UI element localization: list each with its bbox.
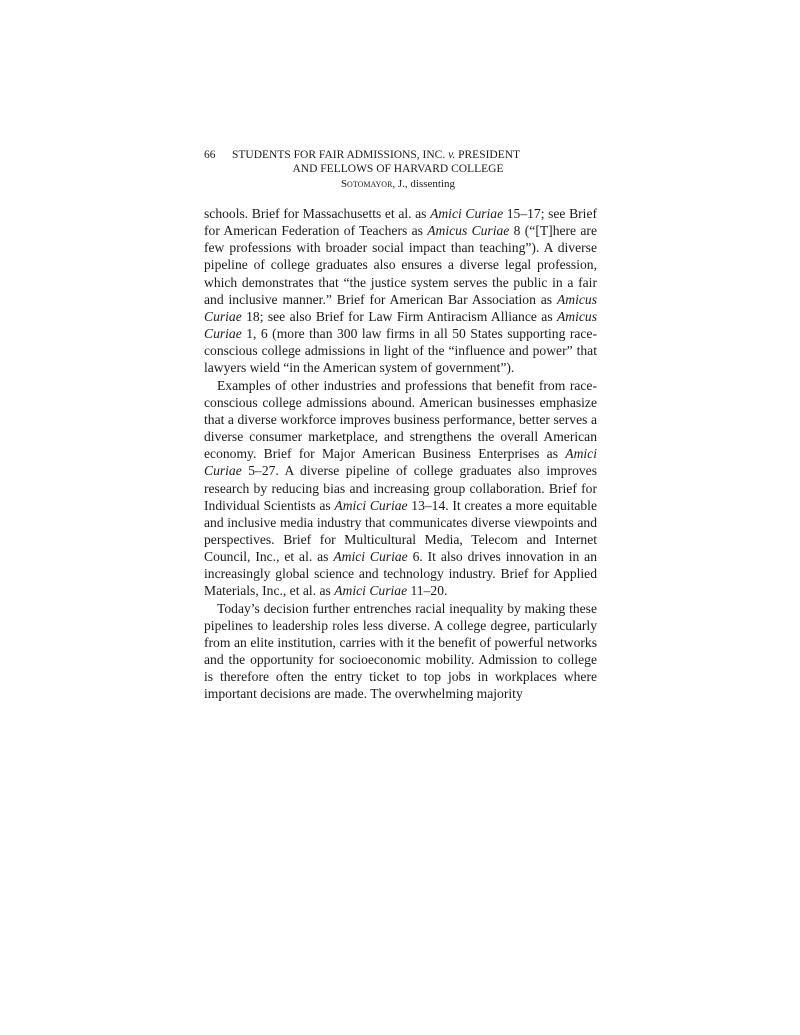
text-segment: 15–17; see Brief for American Federation of Teachers as — [204, 206, 597, 239]
text-segment: Examples of other industries and professions that benefit from race-conscious college admissions abound. American businesses emphasize that a diverse workforce improves business performance, better serves a diverse consumer marketplace, and strengthens the overall American economy. Brief for Major American Business Enterprises as — [204, 377, 597, 462]
paragraph-2 — [204, 377, 597, 600]
header-title-line2: AND FELLOWS OF HARVARD COLLEGE — [292, 162, 504, 175]
text-segment: 6. It also drives innovation in an increasingly global science and technology industry. Brief for Applied Materials, Inc., et al. as — [204, 549, 597, 599]
citation-italic: Amicus Curiae — [427, 223, 510, 239]
citation-italic: Amici Curiae — [430, 206, 504, 221]
text-segment: 18; see also Brief for Law Firm Antiracism Alliance as — [241, 308, 557, 324]
running-header — [204, 149, 600, 192]
text-segment: Today’s decision further entrenches racial inequality by making these pipelines to leadership roles less diverse. A college degree, particularly from an elite institution, carries with it the benefit of powerful networks and the opportunity for socioeconomic mobility. Admission to college is therefore often the entry ticket to top jobs in workplaces where important decisions are made. The overwhelming majority — [204, 600, 597, 702]
text-segment: 5–27. A diverse pipeline of college graduates also improves research by reducing bias and increasing group collaboration. Brief for Individual Scientists as — [204, 463, 597, 513]
case-title — [232, 149, 520, 163]
citation-italic: Amicus Curiae — [204, 291, 597, 324]
paragraph-3 — [204, 600, 597, 703]
case-title-part2: PRESIDENT — [455, 149, 521, 161]
page-number: 66 — [204, 149, 216, 161]
text-segment: 8 (“[T]here are few professions with broader social impact than teaching”). A diverse pipeline of college graduates also ensures a diverse legal profession, which demonstrates that “the justice system serves the public in a fair and inclusive manner.” Brief for American Bar Association as — [204, 223, 597, 307]
text-segment: 11–20. — [407, 583, 448, 599]
header-title-line1 — [204, 149, 600, 163]
case-title-part1: STUDENTS FOR FAIR ADMISSIONS, INC. — [232, 149, 449, 161]
citation-italic: Amici Curiae — [334, 583, 408, 599]
text-segment: 13–14. It creates a more equitable and inclusive media industry that communicates diverse viewpoints and perspectives. Brief for Multicultural Media, Telecom and Internet Council, Inc., et al. as — [204, 497, 597, 565]
paragraph-1 — [204, 205, 597, 377]
opinion-body — [204, 205, 597, 703]
citation-italic: Amici Curiae — [333, 549, 408, 565]
text-segment: schools. Brief for Massachusetts et al. as — [204, 206, 431, 221]
citation-italic: Amici Curiae — [204, 446, 597, 479]
versus-abbrev: v. — [448, 149, 456, 161]
opinion-author-line — [196, 178, 600, 192]
citation-italic: Amicus Curiae — [204, 308, 597, 342]
opinion-type: , J., dissenting — [392, 178, 456, 190]
text-segment: 1, 6 (more than 300 law firms in all 50 States supporting race-conscious college admissions in light of the “influence and power” that lawyers wield “in the American system of government”). — [204, 326, 597, 376]
citation-italic: Amici Curiae — [334, 497, 408, 513]
justice-name: Sotomayor — [340, 178, 393, 190]
